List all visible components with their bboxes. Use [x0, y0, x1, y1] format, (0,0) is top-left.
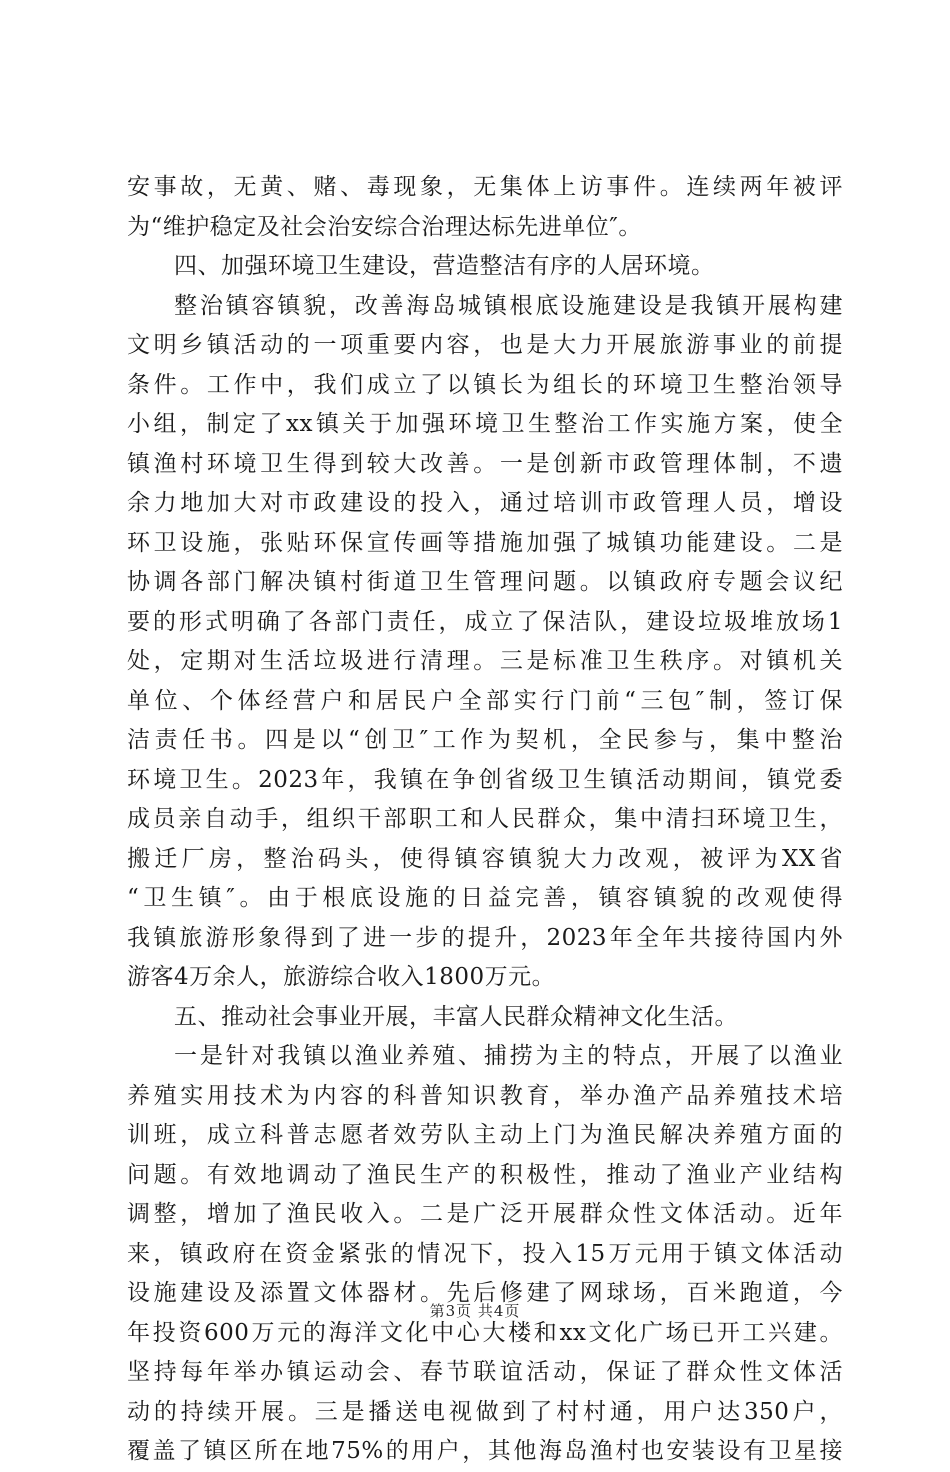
text-line: 训班，成立科普志愿者效劳队主动上门为渔民解决养殖方面的 [127, 1122, 843, 1148]
text-line: 坚持每年举办镇运动会、春节联谊活动，保证了群众性文体活 [127, 1359, 843, 1385]
document-body [127, 168, 843, 1472]
text-line: 调整，增加了渔民收入。二是广泛开展群众性文体活动。近年 [127, 1201, 843, 1227]
text-line: “卫生镇″。由于根底设施的日益完善，镇容镇貌的改观使得 [127, 885, 843, 911]
text-line: 单位、个体经营户和居民户全部实行门前“三包″制，签订保 [127, 687, 843, 714]
text-line: 来，镇政府在资金紧张的情况下，投入15万元用于镇文体活动 [127, 1240, 843, 1267]
text-line: 养殖实用技术为内容的科普知识教育，举办渔产品养殖技术培 [127, 1082, 843, 1109]
page-footer: 第3页 共4页 [429, 1302, 521, 1320]
text-line: 文明乡镇活动的一项重要内容，也是大力开展旅游事业的前提 [127, 332, 843, 358]
text-line: 要的形式明确了各部门责任，成立了保洁队，建设垃圾堆放场1 [127, 608, 843, 635]
text-line: 成员亲自动手，组织干部职工和人民群众，集中清扫环境卫生， [127, 806, 843, 832]
text-line: 覆盖了镇区所在地75%的用户，其他海岛渔村也安装设有卫星接 [127, 1438, 843, 1464]
text-line: 整治镇容镇貌，改善海岛城镇根底设施建设是我镇开展构建 [174, 292, 843, 319]
text-line: 环卫设施，张贴环保宣传画等措施加强了城镇功能建设。二是 [127, 529, 843, 556]
text-line: 为“维护稳定及社会治安综合治理达标先进单位″。 [127, 213, 642, 240]
text-line: 游客4万余人，旅游综合收入1800万元。 [127, 964, 556, 990]
text-line: 协调各部门解决镇村街道卫生管理问题。以镇政府专题会议纪 [127, 569, 843, 595]
text-line: 小组，制定了xx镇关于加强环境卫生整治工作实施方案，使全 [127, 411, 843, 437]
text-line: 安事故，无黄、赌、毒现象，无集体上访事件。连续两年被评 [127, 174, 843, 200]
text-line: 搬迁厂房，整治码头，使得镇容镇貌大力改观，被评为XX省 [127, 845, 843, 872]
text-line: 环境卫生。2023年，我镇在争创省级卫生镇活动期间，镇党委 [127, 766, 843, 793]
text-line: 镇渔村环境卫生得到较大改善。一是创新市政管理体制，不遗 [127, 450, 843, 477]
text-line: 余力地加大对市政建设的投入，通过培训市政管理人员，增设 [127, 490, 843, 516]
text-line: 一是针对我镇以渔业养殖、捕捞为主的特点，开展了以渔业 [174, 1043, 843, 1069]
text-line: 我镇旅游形象得到了进一步的提升，2023年全年共接待国内外 [127, 924, 843, 951]
text-line: 处，定期对生活垃圾进行清理。三是标准卫生秩序。对镇机关 [127, 648, 843, 674]
text-line: 年投资600万元的海洋文化中心大楼和xx文化广场已开工兴建。 [127, 1319, 843, 1346]
text-line: 设施建设及添置文体器材。先后修建了网球场，百米跑道，今 [127, 1280, 843, 1306]
text-line: 四、加强环境卫生建设，营造整洁有序的人居环境。 [174, 253, 715, 279]
text-line: 洁责任书。四是以“创卫″工作为契机，全民参与，集中整治 [127, 727, 843, 753]
text-line: 条件。工作中，我们成立了以镇长为组长的环境卫生整治领导 [127, 371, 843, 398]
text-line: 五、推动社会事业开展，丰富人民群众精神文化生活。 [174, 1003, 738, 1030]
text-line: 问题。有效地调动了渔民生产的积极性，推动了渔业产业结构 [127, 1161, 843, 1188]
text-line: 动的持续开展。三是播送电视做到了村村通，用户达350户， [127, 1398, 843, 1425]
